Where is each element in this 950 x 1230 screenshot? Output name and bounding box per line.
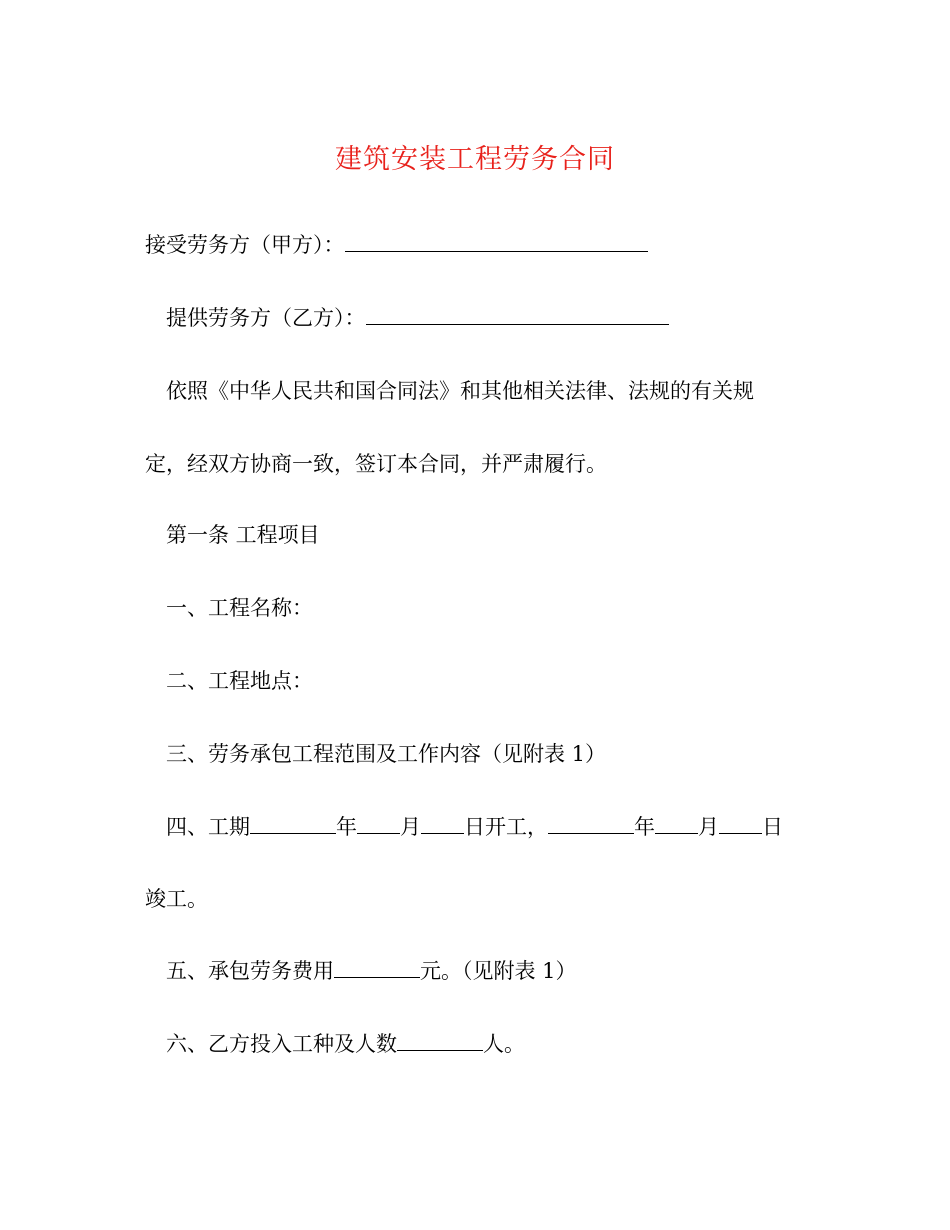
end-month-label: 月	[698, 815, 719, 839]
party-a-line	[145, 230, 648, 260]
fee-prefix: 五、承包劳务费用	[166, 959, 334, 983]
party-a-blank	[345, 231, 648, 252]
item-project-name: 一、工程名称：	[166, 596, 313, 620]
start-day-blank	[421, 813, 464, 834]
duration-continuation: 竣工。	[145, 887, 208, 911]
end-year-blank	[548, 813, 634, 834]
duration-prefix: 四、工期	[166, 815, 250, 839]
start-day-label: 日开工，	[464, 815, 548, 839]
start-year-label: 年	[336, 815, 357, 839]
item-fee-line	[166, 956, 577, 986]
preamble-line-2: 定，经双方协商一致，签订本合同，并严肃履行。	[145, 452, 607, 476]
start-month-label: 月	[400, 815, 421, 839]
fee-blank	[334, 957, 420, 978]
end-month-blank	[655, 813, 698, 834]
item-duration-line	[166, 812, 783, 842]
party-b-label: 提供劳务方（乙方）：	[166, 306, 366, 330]
start-year-blank	[250, 813, 336, 834]
end-year-label: 年	[634, 815, 655, 839]
start-month-blank	[357, 813, 400, 834]
workers-suffix: 人。	[483, 1032, 525, 1056]
workers-prefix: 六、乙方投入工种及人数	[166, 1032, 397, 1056]
party-b-line	[166, 303, 669, 333]
article-1-heading: 第一条 工程项目	[166, 523, 320, 547]
party-b-blank	[366, 304, 669, 325]
party-a-label: 接受劳务方（甲方）：	[145, 233, 345, 257]
fee-suffix: 元。（见附表 1）	[420, 959, 577, 983]
document-title: 建筑安装工程劳务合同	[335, 144, 615, 175]
item-scope: 三、劳务承包工程范围及工作内容（见附表 1）	[166, 742, 607, 766]
workers-blank	[397, 1030, 483, 1051]
preamble-line-1: 依照《中华人民共和国合同法》和其他相关法律、法规的有关规	[166, 379, 754, 403]
item-workers-line	[166, 1029, 525, 1059]
end-day-label: 日	[762, 815, 783, 839]
end-day-blank	[719, 813, 762, 834]
item-project-location: 二、工程地点：	[166, 669, 313, 693]
